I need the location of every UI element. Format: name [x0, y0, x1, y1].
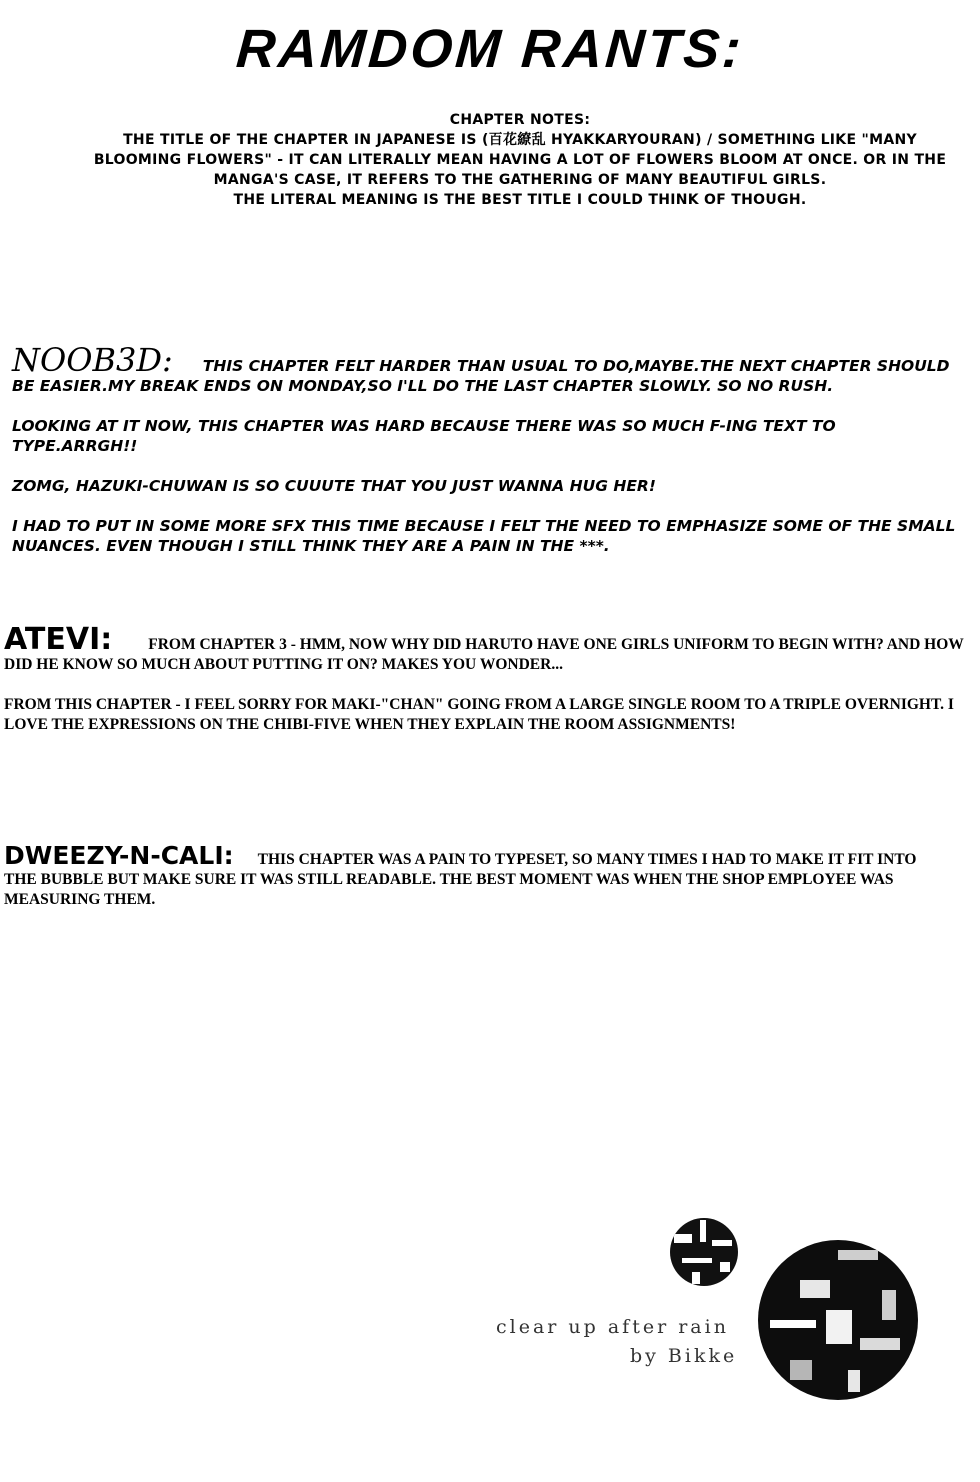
- logo-art: [660, 1210, 930, 1410]
- noob3d-paragraph: [12, 341, 962, 396]
- chapter-notes: [80, 110, 960, 210]
- dweezy-name: DWEEZY-N-CALI:: [4, 841, 234, 870]
- chapter-notes-line: THE LITERAL MEANING IS THE BEST TITLE I COULD THINK OF THOUGH.: [233, 192, 807, 208]
- dweezy-section: [4, 841, 944, 910]
- noob3d-paragraph: LOOKING AT IT NOW, THIS CHAPTER WAS HARD BECAUSE THERE WAS SO MUCH F-ING TEXT TO TYPE.ARRGH!!: [12, 417, 836, 455]
- noob3d-name: NOOB3D:: [12, 341, 173, 379]
- chapter-notes-line: BLOOMING FLOWERS" - IT CAN LITERALLY MEAN HAVING A LOT OF FLOWERS BLOOM AT ONCE. OR IN THE: [93, 152, 947, 168]
- noob3d-paragraph: ZOMG, HAZUKI-CHUWAN IS SO CUUUTE THAT YOU JUST WANNA HUG HER!: [12, 477, 656, 495]
- atevi-paragraph: FROM THIS CHAPTER - I FEEL SORRY FOR MAKI-"CHAN" GOING FROM A LARGE SINGLE ROOM TO A TRIPLE OVERNIGHT. I LOVE THE EXPRESSIONS ON THE CHIBI-FIVE WHEN THEY EXPLAIN THE ROOM ASSIGNMENTS!: [4, 696, 954, 733]
- large-moon-icon: [758, 1240, 918, 1400]
- atevi-name: ATEVI:: [4, 622, 113, 657]
- dweezy-paragraph: [4, 841, 944, 910]
- atevi-paragraph: [4, 622, 976, 675]
- atevi-section: [4, 622, 976, 755]
- noob3d-section: [12, 341, 962, 576]
- dweezy-text: THIS CHAPTER WAS A PAIN TO TYPESET, SO MANY TIMES I HAD TO MAKE IT FIT INTO THE BUBBLE BUT MAKE SURE IT WAS STILL READABLE. THE BEST MOMENT WAS WHEN THE SHOP EMPLOYEE WAS MEASURING THEM.: [4, 851, 917, 908]
- chapter-notes-heading: CHAPTER NOTES:: [449, 112, 591, 128]
- chapter-notes-line: THE TITLE OF THE CHAPTER IN JAPANESE IS (百花繚乱 HYAKKARYOURAN) / SOMETHING LIKE "MANY: [123, 132, 917, 148]
- noob3d-text: THIS CHAPTER FELT HARDER THAN USUAL TO DO,MAYBE.THE NEXT CHAPTER SHOULD BE EASIER.MY BREAK ENDS ON MONDAY,SO I'LL DO THE LAST CHAPTER SLOWLY. SO NO RUSH.: [12, 357, 950, 395]
- noob3d-paragraph: I HAD TO PUT IN SOME MORE SFX THIS TIME BECAUSE I FELT THE NEED TO EMPHASIZE SOME OF THE SMALL NUANCES. EVEN THOUGH I STILL THINK THEY ARE A PAIN IN THE ***.: [12, 517, 956, 555]
- logo-title: clear up after rain: [496, 1316, 729, 1338]
- page-title: RAMDOM RANTS:: [234, 19, 746, 79]
- logo-author: by Bikke: [630, 1345, 738, 1367]
- small-moon-icon: [670, 1218, 738, 1286]
- atevi-text: FROM CHAPTER 3 - HMM, NOW WHY DID HARUTO HAVE ONE GIRLS UNIFORM TO BEGIN WITH? AND HOW DID HE KNOW SO MUCH ABOUT PUTTING IT ON? MAKES YOU WONDER...: [4, 636, 964, 673]
- chapter-notes-line: MANGA'S CASE, IT REFERS TO THE GATHERING OF MANY BEAUTIFUL GIRLS.: [213, 172, 827, 188]
